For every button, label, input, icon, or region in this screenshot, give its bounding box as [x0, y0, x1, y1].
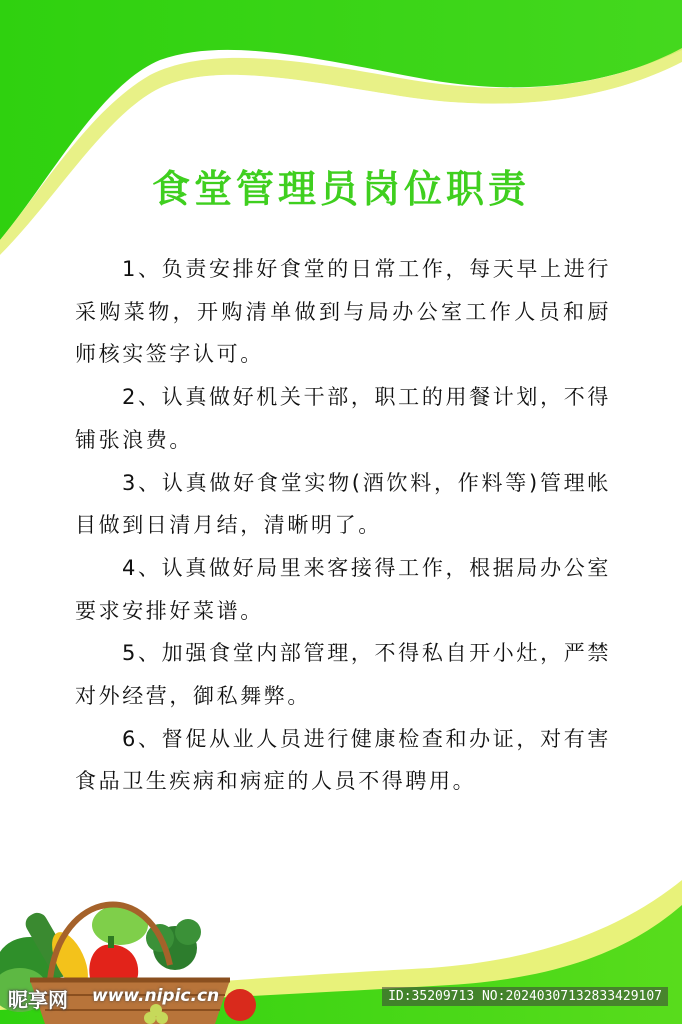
duty-item: 1、负责安排好食堂的日常工作，每天早上进行采购菜物，开购清单做到与局办公室工作人员和厨师核实签字认可。 [75, 257, 611, 367]
watermark-site: www.nipic.cn [92, 986, 220, 1006]
watermark-logo: 昵享网 [8, 988, 68, 1012]
duty-item: 6、督促从业人员进行健康检查和办证，对有害食品卫生疾病和病症的人员不得聘用。 [75, 726, 611, 794]
watermark-id: ID:35209713 NO:20240307132833429107 [382, 987, 668, 1006]
duty-item: 3、认真做好食堂实物(酒饮料，作料等)管理帐目做到日清月结，清晰明了。 [75, 470, 611, 538]
page-title: 食堂管理员岗位职责 [151, 167, 530, 211]
duty-item: 4、认真做好局里来客接得工作，根据局办公室要求安排好菜谱。 [75, 555, 611, 623]
duty-list [75, 248, 611, 803]
duty-item: 2、认真做好机关干部，职工的用餐计划，不得铺张浪费。 [75, 385, 611, 452]
duty-item: 5、加强食堂内部管理，不得私自开小灶，严禁对外经营，御私舞弊。 [75, 641, 611, 709]
